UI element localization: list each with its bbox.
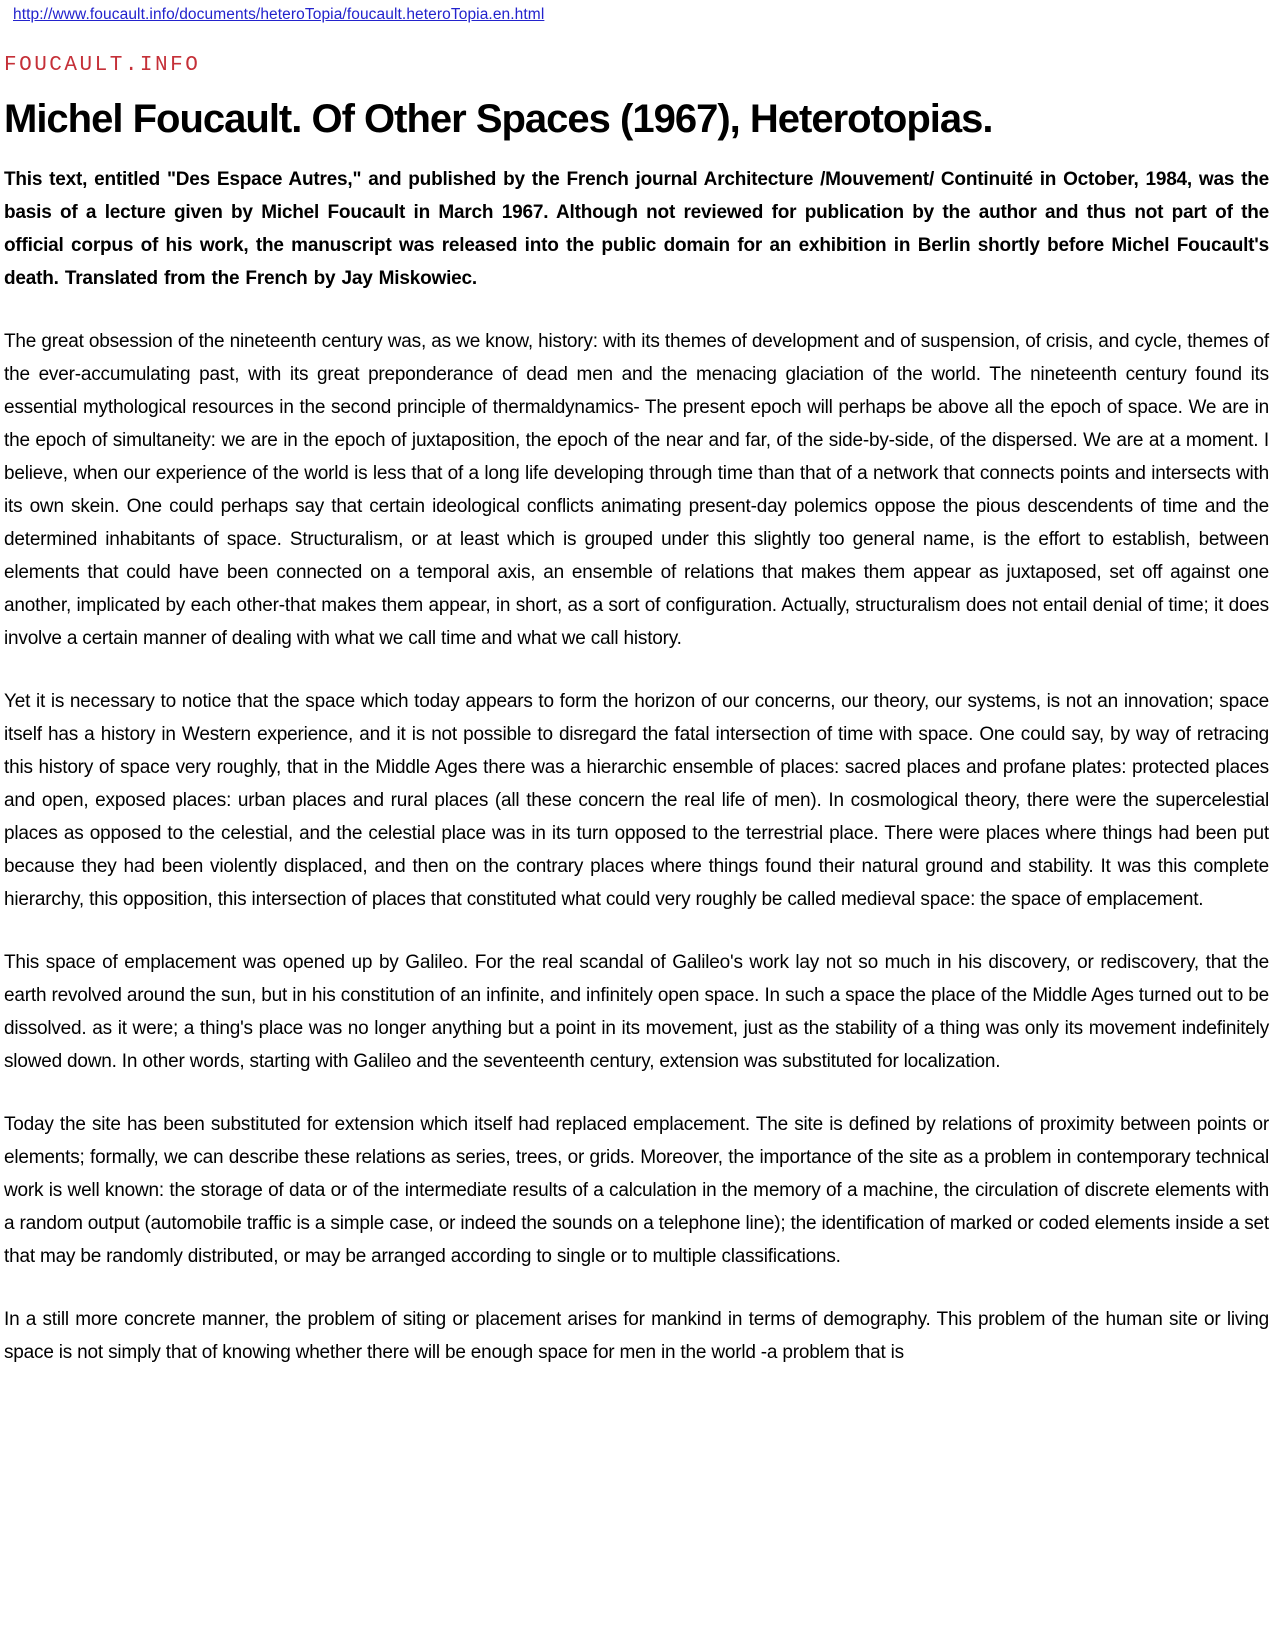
body-paragraph-4: Today the site has been substituted for extension which itself had replaced emplacement. The site is defined by relations of proximity between points or elements; formally, we can describe these relations as series, trees, or grids. Moreover, the importance of the site as a problem in contemporary technical work is well known: the storage of data or of the intermediate results of a calculation in the memory of a machine, the circulation of discrete elements with a random output (automobile traffic is a simple case, or indeed the sounds on a telephone line); the identification of marked or coded elements inside a set that may be randomly distributed, or may be arranged according to single or to multiple classifications. [4, 1114, 1269, 1267]
body-paragraph-1: The great obsession of the nineteenth century was, as we know, history: with its themes of development and of suspension, of crisis, and cycle, themes of the ever-accumulating past, with its great preponderance of dead men and the menacing glaciation of the world. The nineteenth century found its essential mythological resources in the second principle of thermaldynamics- The present epoch will perhaps be above all the epoch of space. We are in the epoch of simultaneity: we are in the epoch of juxtaposition, the epoch of the near and far, of the side-by-side, of the dispersed. We are at a moment. I believe, when our experience of the world is less that of a long life developing through time than that of a network that connects points and intersects with its own skein. One could perhaps say that certain ideological conflicts animating present-day polemics oppose the pious descendents of time and the determined inhabitants of space. Structuralism, or at least which is grouped under this slightly too general name, is the effort to establish, between elements that could have been connected on a temporal axis, an ensemble of relations that makes them appear as juxtaposed, set off against one another, implicated by each other-that makes them appear, in short, as a sort of configuration. Actually, structuralism does not entail denial of time; it does involve a certain manner of dealing with what we call time and what we call history. [4, 331, 1269, 649]
site-brand: FOUCAULT.INFO [4, 54, 201, 77]
source-url-link[interactable]: http://www.foucault.info/documents/heteroTopia/foucault.heteroTopia.en.html [13, 6, 545, 23]
body-paragraph-2: Yet it is necessary to notice that the space which today appears to form the horizon of our concerns, our theory, our systems, is not an innovation; space itself has a history in Western experience, and it is not possible to disregard the fatal intersection of time with space. One could say, by way of retracing this history of space very roughly, that in the Middle Ages there was a hierarchic ensemble of places: sacred places and profane plates: protected places and open, exposed places: urban places and rural places (all these concern the real life of men). In cosmological theory, there were the supercelestial places as opposed to the celestial, and the celestial place was in its turn opposed to the terrestrial place. There were places where things had been put because they had been violently displaced, and then on the contrary places where things found their natural ground and stability. It was this complete hierarchy, this opposition, this intersection of places that constituted what could very roughly be called medieval space: the space of emplacement. [4, 691, 1269, 910]
intro-paragraph: This text, entitled "Des Espace Autres," and published by the French journal Architecture /Mouvement/ Continuité in October, 1984, was the basis of a lecture given by Michel Foucault in March 1967. Although not reviewed for publication by the author and thus not part of the official corpus of his work, the manuscript was released into the public domain for an exhibition in Berlin shortly before Michel Foucault's death. Translated from the French by Jay Miskowiec. [4, 169, 1269, 289]
body-paragraph-3: This space of emplacement was opened up by Galileo. For the real scandal of Galileo's work lay not so much in his discovery, or rediscovery, that the earth revolved around the sun, but in his constitution of an infinite, and infinitely open space. In such a space the place of the Middle Ages turned out to be dissolved. as it were; a thing's place was no longer anything but a point in its movement, just as the stability of a thing was only its movement indefinitely slowed down. In other words, starting with Galileo and the seventeenth century, extension was substituted for localization. [4, 952, 1269, 1072]
page-title: Michel Foucault. Of Other Spaces (1967), Heterotopias. [4, 97, 993, 141]
body-paragraph-5: In a still more concrete manner, the problem of siting or placement arises for mankind in terms of demography. This problem of the human site or living space is not simply that of knowing whether there will be enough space for men in the world -a problem that is [4, 1309, 1269, 1363]
